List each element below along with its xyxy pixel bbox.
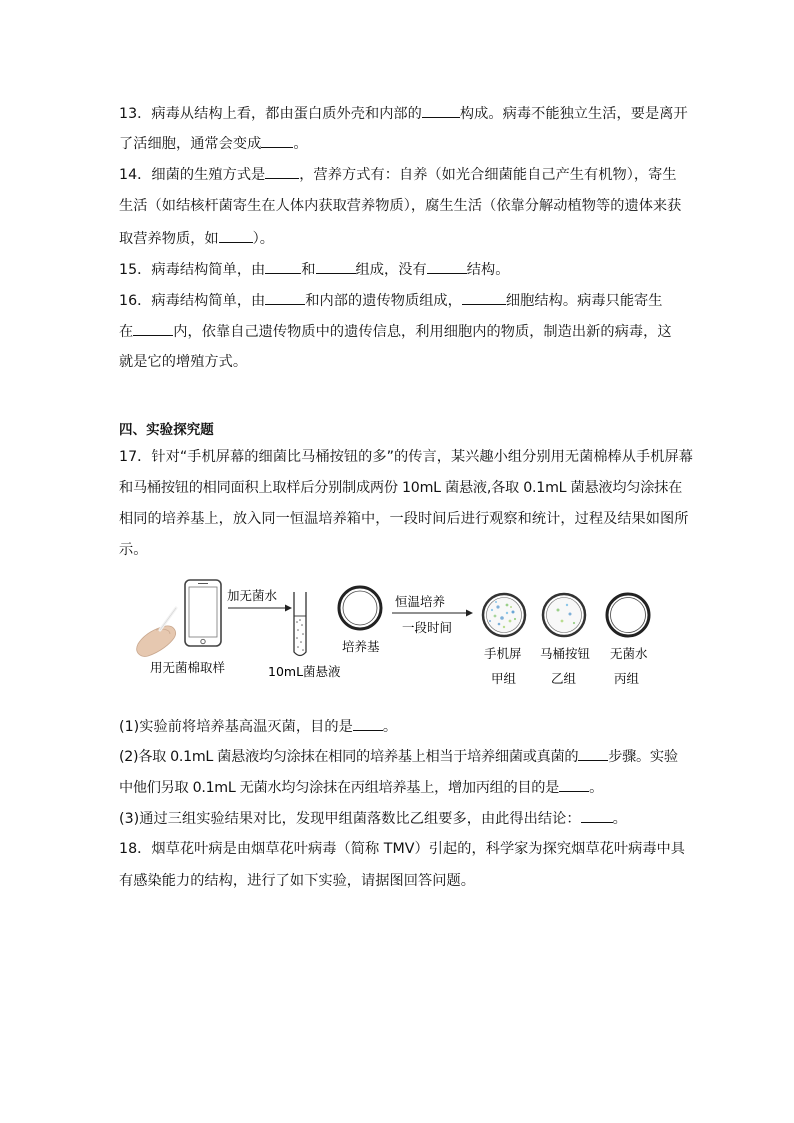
dish-group-c-icon [607, 594, 649, 636]
question-17-line-2: 和马桶按钮的相同面积上取样后分别制成两份 10mL 菌悬液,各取 0.1mL 菌悬液均匀涂抹在 [119, 480, 683, 496]
incubate-label-1: 恒温培养 [395, 594, 446, 609]
answer-blank [581, 808, 613, 823]
question-16-line-3: 就是它的增殖方式。 [119, 354, 248, 370]
answer-blank [559, 777, 589, 792]
question-16-line-2: 在 内，依靠自己遗传物质中的遗传信息，利用细胞内的物质，制造出新的病毒，这 [119, 321, 672, 342]
dish-b-group: 乙组 [551, 671, 577, 686]
question-18-line-2: 有感染能力的结构，进行了如下实验，请据图回答问题。 [119, 873, 475, 889]
add-water-label: 加无菌水 [227, 588, 278, 603]
dish-c-group: 丙组 [614, 671, 640, 686]
question-17-line-1: 17．针对“手机屏幕的细菌比马桶按钮的多”的传言，某兴趣小组分别用无菌棉棒从手机屏幕 [119, 449, 693, 465]
test-tube-icon [294, 592, 306, 656]
question-14-line-2: 生活（如结核杆菌寄生在人体内获取营养物质），腐生生活（依靠分解动植物等的遗体来获 [119, 198, 682, 214]
experiment-figure [130, 572, 670, 692]
dish-b-label: 马桶按钮 [540, 646, 591, 661]
question-13-line-1: 13．病毒从结构上看，都由蛋白质外壳和内部的 构成。病毒不能独立生活，要是离开 [119, 103, 688, 124]
answer-blank [133, 321, 173, 336]
answer-blank [578, 746, 608, 761]
swab-hand-icon [137, 608, 176, 656]
question-15: 15．病毒结构简单，由 和 组成，没有 结构。 [119, 259, 509, 280]
answer-blank [219, 228, 253, 243]
dish-a-group: 甲组 [491, 671, 517, 686]
answer-blank [427, 259, 467, 274]
medium-label: 培养基 [342, 639, 380, 654]
arrow-icon [228, 605, 292, 612]
section-heading: 四、实验探究题 [119, 422, 214, 438]
answer-blank [353, 716, 383, 731]
question-17-line-4: 示。 [119, 542, 148, 558]
question-17-part-3: (3)通过三组实验结果对比，发现甲组菌落数比乙组要多，由此得出结论： 。 [119, 808, 627, 829]
incubate-label-2: 一段时间 [402, 620, 453, 635]
answer-blank [265, 164, 299, 179]
question-16-line-1: 16．病毒结构简单，由 和内部的遗传物质组成， 细胞结构。病毒只能寄生 [119, 290, 663, 311]
question-17-part-2-line-2: 中他们另取 0.1mL 无菌水均匀涂抹在丙组培养基上，增加丙组的目的是 。 [119, 777, 603, 798]
culture-medium-dish-icon [339, 587, 381, 629]
question-13-line-2: 了活细胞，通常会变成 。 [119, 133, 308, 154]
swab-label: 用无菌棉取样 [150, 660, 226, 675]
answer-blank [462, 290, 506, 305]
answer-blank [265, 259, 301, 274]
dish-group-b-icon [543, 594, 585, 636]
phone-icon [185, 580, 221, 646]
answer-blank [316, 259, 356, 274]
question-18-line-1: 18．烟草花叶病是由烟草花叶病毒（简称 TMV）引起的，科学家为探究烟草花叶病毒中具 [119, 841, 686, 857]
question-17-part-2-line-1: (2)各取 0.1mL 菌悬液均匀涂抹在相同的培养基上相当于培养细菌或真菌的 步骤。实验 [119, 746, 678, 767]
question-17-line-3: 相同的培养基上，放入同一恒温培养箱中，一段时间后进行观察和统计，过程及结果如图所 [119, 511, 689, 527]
tube-label: 10mL菌悬液 [268, 664, 341, 679]
dish-a-label: 手机屏 [484, 646, 522, 661]
answer-blank [265, 290, 305, 305]
arrow-icon [392, 610, 473, 617]
dish-c-label: 无菌水 [610, 646, 648, 661]
answer-blank [261, 133, 293, 148]
question-14-line-1: 14．细菌的生殖方式是 ，营养方式有：自养（如光合细菌能自己产生有机物），寄生 [119, 164, 677, 185]
dish-group-a-icon [483, 594, 525, 636]
question-14-line-3: 取营养物质，如 ）。 [119, 228, 274, 249]
answer-blank [422, 103, 460, 118]
question-17-part-1: (1)实验前将培养基高温灭菌，目的是 。 [119, 716, 397, 737]
